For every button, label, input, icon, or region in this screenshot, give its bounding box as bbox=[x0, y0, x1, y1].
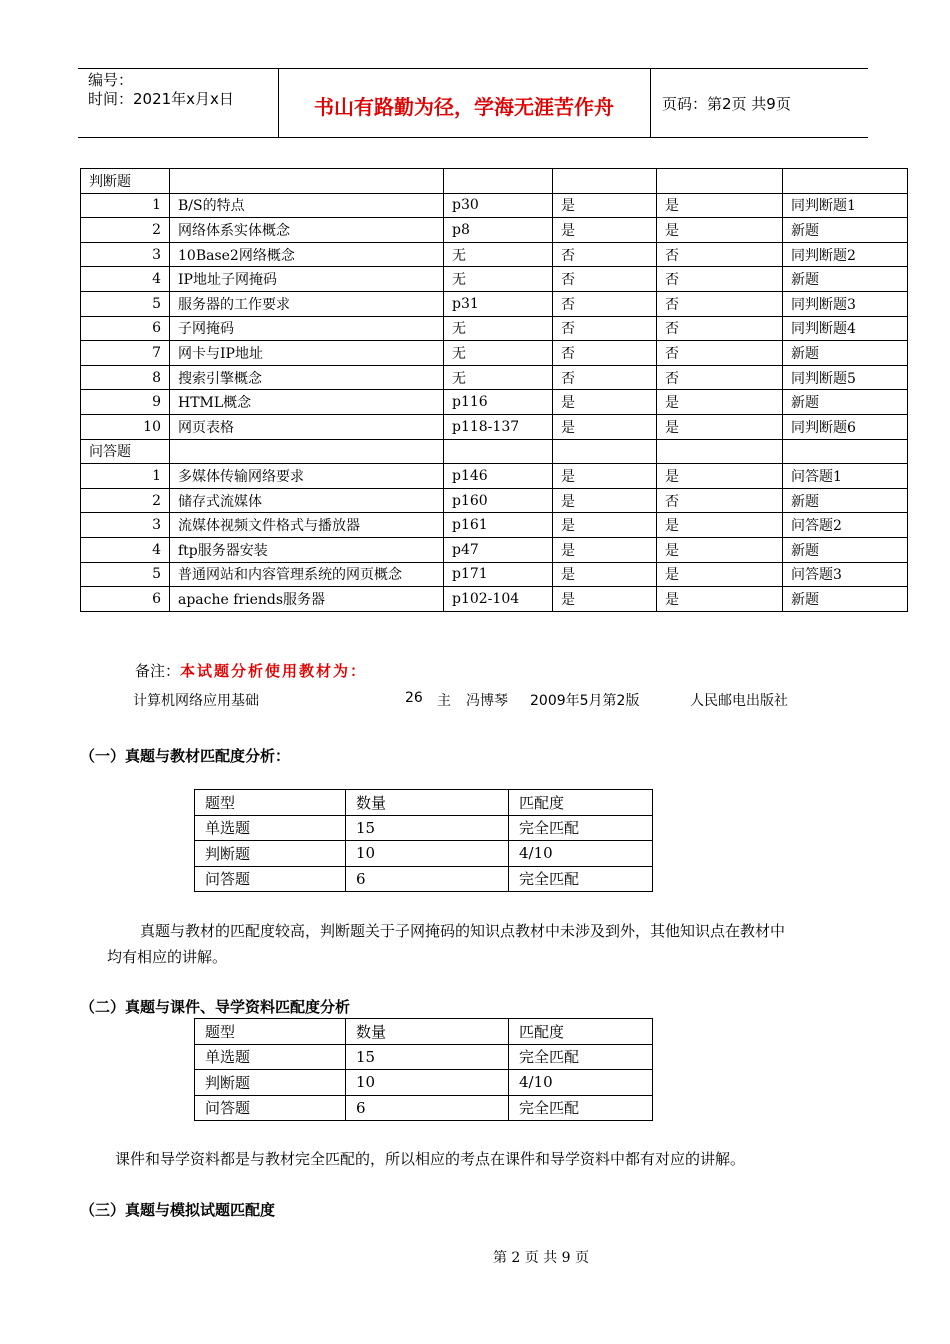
table-cell: 否 bbox=[657, 267, 783, 292]
table-cell: 6 bbox=[346, 1095, 509, 1121]
table-cell: p161 bbox=[444, 513, 553, 538]
table-row bbox=[81, 390, 908, 415]
table-row bbox=[81, 365, 908, 390]
table-cell: 5 bbox=[81, 291, 170, 316]
table-cell: 6 bbox=[81, 316, 170, 341]
table-cell: 新题 bbox=[783, 390, 908, 415]
table-cell: 同判断题4 bbox=[783, 316, 908, 341]
table-cell: apache friends服务器 bbox=[170, 587, 444, 612]
section1-heading: （一）真题与教材匹配度分析： bbox=[80, 747, 291, 765]
note bbox=[135, 660, 367, 681]
table-row bbox=[81, 193, 908, 218]
table-row bbox=[81, 513, 908, 538]
table-cell: 新题 bbox=[783, 218, 908, 243]
table-cell: 否 bbox=[553, 267, 657, 292]
table-cell: 无 bbox=[444, 316, 553, 341]
table-cell: 2 bbox=[81, 218, 170, 243]
column-header: 数量 bbox=[346, 1019, 509, 1045]
table-row bbox=[195, 1095, 653, 1121]
book-edition: 26 bbox=[405, 690, 423, 706]
column-header: 题型 bbox=[195, 790, 346, 816]
section1-paragraph-line1: 真题与教材的匹配度较高，判断题关于子网掩码的知识点教材中未涉及到外，其他知识点在教材中 bbox=[140, 922, 786, 940]
column-header: 题型 bbox=[195, 1019, 346, 1045]
table-row bbox=[81, 267, 908, 292]
table-cell: 同判断题5 bbox=[783, 365, 908, 390]
table-cell: 判断题 bbox=[195, 1070, 346, 1096]
table-cell: 4/10 bbox=[509, 841, 653, 867]
table-cell: p116 bbox=[444, 390, 553, 415]
table-cell: 是 bbox=[553, 390, 657, 415]
table-cell: 10 bbox=[346, 1070, 509, 1096]
table-cell: 问答题 bbox=[81, 439, 170, 464]
table-cell: 3 bbox=[81, 242, 170, 267]
table-cell: 网络体系实体概念 bbox=[170, 218, 444, 243]
column-header: 匹配度 bbox=[509, 790, 653, 816]
table-cell: p31 bbox=[444, 291, 553, 316]
table-row bbox=[81, 537, 908, 562]
table-cell bbox=[553, 439, 657, 464]
table-cell: 同判断题6 bbox=[783, 414, 908, 439]
book-publisher: 人民邮电出版社 bbox=[690, 693, 788, 709]
table-cell: p47 bbox=[444, 537, 553, 562]
table-cell: 储存式流媒体 bbox=[170, 488, 444, 513]
courseware-match-body bbox=[195, 1019, 653, 1121]
table-cell: HTML概念 bbox=[170, 390, 444, 415]
table-cell: 同判断题2 bbox=[783, 242, 908, 267]
section2-paragraph: 课件和导学资料都是与教材完全匹配的，所以相应的考点在课件和导学资料中都有对应的讲解。 bbox=[115, 1150, 746, 1168]
table-cell: 是 bbox=[657, 218, 783, 243]
table-cell: 是 bbox=[553, 193, 657, 218]
table-cell: 2 bbox=[81, 488, 170, 513]
column-header: 数量 bbox=[346, 790, 509, 816]
table-cell: 3 bbox=[81, 513, 170, 538]
table-cell: 完全匹配 bbox=[509, 815, 653, 841]
section3-heading: （三）真题与模拟试题匹配度 bbox=[80, 1201, 276, 1219]
table-cell: 子网掩码 bbox=[170, 316, 444, 341]
table-cell: 否 bbox=[657, 291, 783, 316]
column-header: 匹配度 bbox=[509, 1019, 653, 1045]
table-cell: 是 bbox=[553, 464, 657, 489]
table-cell bbox=[553, 169, 657, 194]
table-cell: 问答题1 bbox=[783, 464, 908, 489]
book-author: 冯博琴 bbox=[466, 693, 508, 709]
page-header bbox=[78, 68, 868, 138]
table-cell: p30 bbox=[444, 193, 553, 218]
table-cell: 多媒体传输网络要求 bbox=[170, 464, 444, 489]
section2-heading: （二）真题与课件、导学资料匹配度分析 bbox=[80, 998, 351, 1016]
table-cell: 无 bbox=[444, 267, 553, 292]
table-cell: 是 bbox=[553, 488, 657, 513]
section1-paragraph-line2: 均有相应的讲解。 bbox=[107, 948, 228, 966]
table-cell: 否 bbox=[657, 316, 783, 341]
table-row bbox=[81, 414, 908, 439]
table-cell: 流媒体视频文件格式与播放器 bbox=[170, 513, 444, 538]
table-cell: 15 bbox=[346, 815, 509, 841]
table-cell: 否 bbox=[553, 242, 657, 267]
table-cell: p171 bbox=[444, 562, 553, 587]
table-cell: 完全匹配 bbox=[509, 1044, 653, 1070]
page-footer: 第 2 页 共 9 页 bbox=[492, 1250, 590, 1266]
question-analysis-table bbox=[80, 168, 908, 612]
table-cell bbox=[444, 169, 553, 194]
table-row bbox=[81, 341, 908, 366]
table-row bbox=[81, 291, 908, 316]
table-cell: 10 bbox=[81, 414, 170, 439]
table-cell: 新题 bbox=[783, 267, 908, 292]
table-cell bbox=[657, 439, 783, 464]
table-cell: p146 bbox=[444, 464, 553, 489]
table-cell: 1 bbox=[81, 193, 170, 218]
table-cell: 否 bbox=[553, 316, 657, 341]
table-cell: 完全匹配 bbox=[509, 866, 653, 892]
table-cell: 是 bbox=[553, 562, 657, 587]
table-cell: p8 bbox=[444, 218, 553, 243]
note-emphasis: 本试题分析使用教材为： bbox=[180, 662, 368, 680]
section-row bbox=[81, 169, 908, 194]
table-cell: 无 bbox=[444, 365, 553, 390]
header-motto: 书山有路勤为径，学海无涯苦作舟 bbox=[314, 95, 614, 119]
table-cell: 判断题 bbox=[195, 841, 346, 867]
table-cell: 是 bbox=[657, 587, 783, 612]
table-cell: 是 bbox=[657, 562, 783, 587]
table-cell bbox=[170, 439, 444, 464]
table-cell: 9 bbox=[81, 390, 170, 415]
table-cell: 否 bbox=[553, 341, 657, 366]
table-cell: 否 bbox=[657, 488, 783, 513]
table-cell: 判断题 bbox=[81, 169, 170, 194]
table-row bbox=[195, 815, 653, 841]
book-date: 2009年5月第2版 bbox=[530, 693, 640, 709]
table-cell: 新题 bbox=[783, 488, 908, 513]
table-cell: 15 bbox=[346, 1044, 509, 1070]
table-cell: 是 bbox=[553, 537, 657, 562]
table-cell: 否 bbox=[657, 242, 783, 267]
table-cell: 新题 bbox=[783, 537, 908, 562]
table-cell bbox=[444, 439, 553, 464]
table-cell: 是 bbox=[657, 513, 783, 538]
table-cell: 是 bbox=[553, 513, 657, 538]
table-cell: 无 bbox=[444, 242, 553, 267]
table-cell: 同判断题1 bbox=[783, 193, 908, 218]
table-header-row bbox=[195, 790, 653, 816]
header-page-info: 页码：第2页 共9页 bbox=[662, 95, 791, 113]
table-cell: 是 bbox=[553, 218, 657, 243]
table-cell: 4/10 bbox=[509, 1070, 653, 1096]
code-label: 编号： bbox=[88, 71, 134, 89]
table-row bbox=[81, 464, 908, 489]
table-cell: 问答题 bbox=[195, 1095, 346, 1121]
table-cell: 是 bbox=[553, 587, 657, 612]
table-cell: 问答题 bbox=[195, 866, 346, 892]
table-cell: 是 bbox=[657, 464, 783, 489]
table-row bbox=[195, 1044, 653, 1070]
table-cell: 5 bbox=[81, 562, 170, 587]
table-cell: 同判断题3 bbox=[783, 291, 908, 316]
table-cell: 8 bbox=[81, 365, 170, 390]
table-cell: 是 bbox=[657, 537, 783, 562]
table-cell bbox=[783, 439, 908, 464]
table-row bbox=[81, 488, 908, 513]
table-cell: 否 bbox=[657, 341, 783, 366]
table-row bbox=[81, 316, 908, 341]
table-cell: p118-137 bbox=[444, 414, 553, 439]
table-cell: 否 bbox=[553, 291, 657, 316]
textbook-match-body bbox=[195, 790, 653, 892]
table-cell: 否 bbox=[657, 365, 783, 390]
book-title: 计算机网络应用基础 bbox=[133, 693, 259, 709]
table-cell: 网卡与IP地址 bbox=[170, 341, 444, 366]
table-cell: 无 bbox=[444, 341, 553, 366]
table-cell: 4 bbox=[81, 537, 170, 562]
table-cell: 是 bbox=[657, 390, 783, 415]
table-cell: 搜索引擎概念 bbox=[170, 365, 444, 390]
table-cell: 10Base2网络概念 bbox=[170, 242, 444, 267]
table-row bbox=[81, 242, 908, 267]
table-cell: 单选题 bbox=[195, 1044, 346, 1070]
table-row bbox=[195, 1070, 653, 1096]
section-row bbox=[81, 439, 908, 464]
note-label: 备注： bbox=[135, 662, 181, 680]
table-cell: 问答题3 bbox=[783, 562, 908, 587]
question-analysis-body bbox=[81, 169, 908, 612]
table-row bbox=[195, 841, 653, 867]
table-cell bbox=[657, 169, 783, 194]
table-cell: 否 bbox=[553, 365, 657, 390]
table-cell: 单选题 bbox=[195, 815, 346, 841]
header-meta bbox=[88, 71, 234, 109]
table-cell: 1 bbox=[81, 464, 170, 489]
table-cell: 服务器的工作要求 bbox=[170, 291, 444, 316]
table-cell: ftp服务器安装 bbox=[170, 537, 444, 562]
table-cell: B/S的特点 bbox=[170, 193, 444, 218]
table-row bbox=[81, 562, 908, 587]
table-cell: p102-104 bbox=[444, 587, 553, 612]
table-cell: 普通网站和内容管理系统的网页概念 bbox=[170, 562, 444, 587]
book-role: 主 bbox=[437, 693, 451, 709]
courseware-match-table bbox=[194, 1018, 653, 1121]
table-header-row bbox=[195, 1019, 653, 1045]
table-cell bbox=[170, 169, 444, 194]
table-cell: 4 bbox=[81, 267, 170, 292]
date-label: 时间：2021年x月x日 bbox=[88, 90, 234, 108]
table-cell: p160 bbox=[444, 488, 553, 513]
table-cell: 10 bbox=[346, 841, 509, 867]
table-row bbox=[195, 866, 653, 892]
table-cell: 新题 bbox=[783, 587, 908, 612]
table-cell: 7 bbox=[81, 341, 170, 366]
table-row bbox=[81, 218, 908, 243]
table-cell: 是 bbox=[553, 414, 657, 439]
table-cell: 6 bbox=[346, 866, 509, 892]
table-cell: IP地址子网掩码 bbox=[170, 267, 444, 292]
table-cell: 网页表格 bbox=[170, 414, 444, 439]
textbook-match-table bbox=[194, 789, 653, 892]
header-divider bbox=[650, 69, 651, 137]
table-cell: 6 bbox=[81, 587, 170, 612]
table-cell: 完全匹配 bbox=[509, 1095, 653, 1121]
table-cell bbox=[783, 169, 908, 194]
table-cell: 是 bbox=[657, 193, 783, 218]
table-cell: 新题 bbox=[783, 341, 908, 366]
table-cell: 是 bbox=[657, 414, 783, 439]
table-cell: 问答题2 bbox=[783, 513, 908, 538]
table-row bbox=[81, 587, 908, 612]
